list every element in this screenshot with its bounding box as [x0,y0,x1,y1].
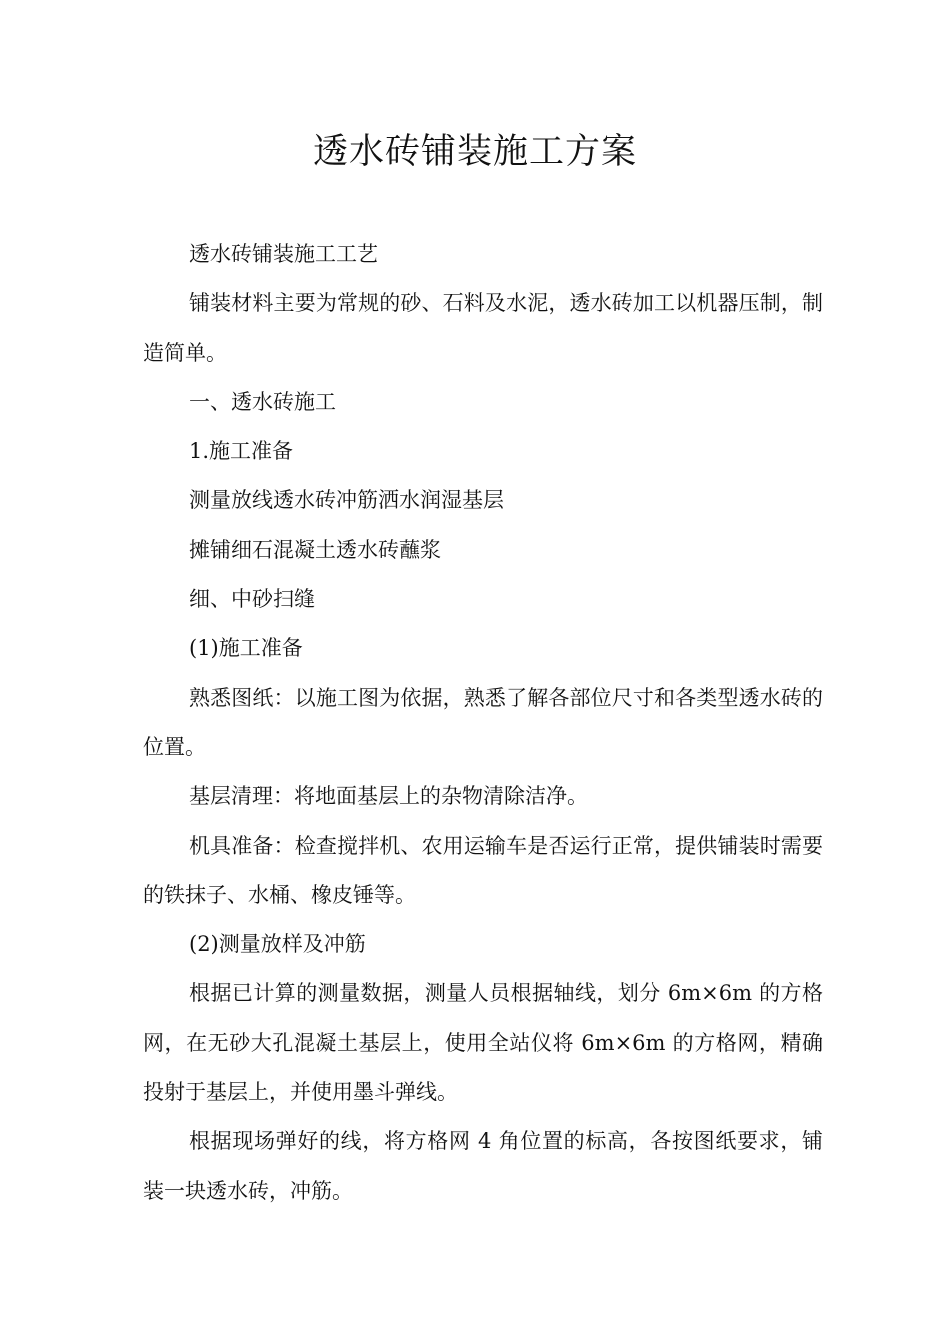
paragraph-grid-layout: 根据已计算的测量数据，测量人员根据轴线，划分 6m×6m 的方格网，在无砂大孔混凝土基层上，使用全站仪将 6m×6m 的方格网，精确投射于基层上，并使用墨斗弹线。 [143,981,823,1105]
paragraph-flow-step-1: 测量放线透水砖冲筋洒水润湿基层 [189,488,504,513]
paragraph-flow-step-3: 细、中砂扫缝 [189,587,315,612]
paragraph-base-cleaning: 基层清理：将地面基层上的杂物清除洁净。 [189,784,588,809]
paragraph-item-2-heading: (2)测量放样及冲筋 [189,932,366,957]
paragraph-materials: 铺装材料主要为常规的砂、石料及水泥，透水砖加工以机器压制，制造简单。 [143,291,823,365]
paragraph-drawings: 熟悉图纸：以施工图为依据，熟悉了解各部位尺寸和各类型透水砖的位置。 [143,685,823,759]
document-body [143,230,823,1216]
paragraph-equipment: 机具准备：检查搅拌机、农用运输车是否运行正常，提供铺装时需要的铁抹子、水桶、橡皮锤等。 [143,833,823,907]
paragraph-corner-elevation: 根据现场弹好的线，将方格网 4 角位置的标高，各按图纸要求，铺装一块透水砖，冲筋。 [143,1129,823,1203]
paragraph-flow-step-2: 摊铺细石混凝土透水砖蘸浆 [189,537,441,562]
paragraph-subsection-1-heading: 1.施工准备 [189,439,294,464]
paragraph-section-1-heading: 一、透水砖施工 [189,389,336,414]
paragraph-process-heading: 透水砖铺装施工工艺 [189,242,378,266]
document-title: 透水砖铺装施工方案 [312,132,637,172]
paragraph-item-1-heading: (1)施工准备 [189,636,303,661]
